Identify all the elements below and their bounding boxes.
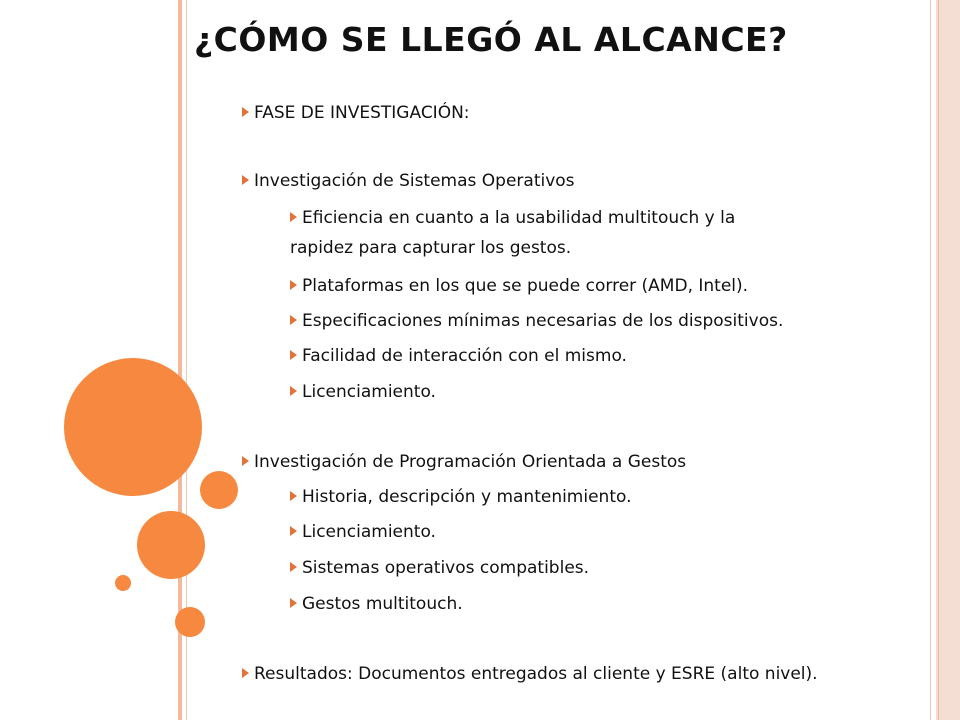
sub-bullet-item [290, 308, 783, 334]
arrow-bullet-icon [290, 315, 297, 325]
bullet-text: Facilidad de interacción con el mismo. [302, 346, 627, 366]
sub-bullet-item [290, 379, 436, 405]
right-decorative-band [936, 0, 960, 720]
bullet-text: Historia, descripción y mantenimiento. [302, 487, 632, 507]
arrow-bullet-icon [290, 350, 297, 360]
bullet-text: Eficiencia en cuanto a la usabilidad multitouch y la [302, 208, 736, 228]
arrow-bullet-icon [290, 280, 297, 290]
sub-bullet-item [290, 555, 589, 581]
decorative-circle-medium [137, 511, 205, 579]
arrow-bullet-icon [242, 668, 249, 678]
bullet-item [242, 168, 575, 194]
arrow-bullet-icon [290, 491, 297, 501]
bullet-text: Especificaciones mínimas necesarias de los dispositivos. [302, 311, 784, 331]
right-decorative-line-thin [930, 0, 931, 720]
right-decorative-line [938, 0, 939, 720]
bullet-item [242, 100, 470, 126]
arrow-bullet-icon [242, 107, 249, 117]
arrow-bullet-icon [290, 526, 297, 536]
bullet-text: Resultados: Documentos entregados al cliente y ESRE (alto nivel). [254, 664, 818, 684]
bullet-text: Plataformas en los que se puede correr (AMD, Intel). [302, 276, 749, 296]
sub-bullet-item [290, 519, 436, 545]
bullet-text: Sistemas operativos compatibles. [302, 558, 590, 578]
sub-bullet-item [290, 591, 463, 617]
sub-bullet-item [290, 484, 632, 510]
bullet-text: Investigación de Programación Orientada a Gestos [254, 452, 687, 472]
arrow-bullet-icon [290, 212, 297, 222]
decorative-circle-small [200, 471, 238, 509]
bullet-text: Licenciamiento. [302, 382, 436, 402]
sub-bullet-item [290, 205, 735, 231]
bullet-item [242, 449, 686, 475]
bullet-item [242, 661, 818, 687]
bullet-text: Investigación de Sistemas Operativos [254, 171, 575, 191]
arrow-bullet-icon [290, 598, 297, 608]
arrow-bullet-icon [242, 456, 249, 466]
decorative-circle-tiny [115, 575, 131, 591]
arrow-bullet-icon [290, 562, 297, 572]
bullet-text: Gestos multitouch. [302, 594, 463, 614]
sub-bullet-item [290, 343, 627, 369]
arrow-bullet-icon [290, 386, 297, 396]
decorative-circle-large [64, 358, 202, 496]
slide-title: ¿CÓMO SE LLEGÓ AL ALCANCE? [194, 20, 788, 59]
decorative-circle-small-2 [175, 607, 205, 637]
sub-bullet-item [290, 273, 748, 299]
bullet-text: Licenciamiento. [302, 522, 436, 542]
arrow-bullet-icon [242, 175, 249, 185]
bullet-text-continuation: rapidez para capturar los gestos. [290, 238, 572, 258]
bullet-text: FASE DE INVESTIGACIÓN: [254, 103, 470, 123]
